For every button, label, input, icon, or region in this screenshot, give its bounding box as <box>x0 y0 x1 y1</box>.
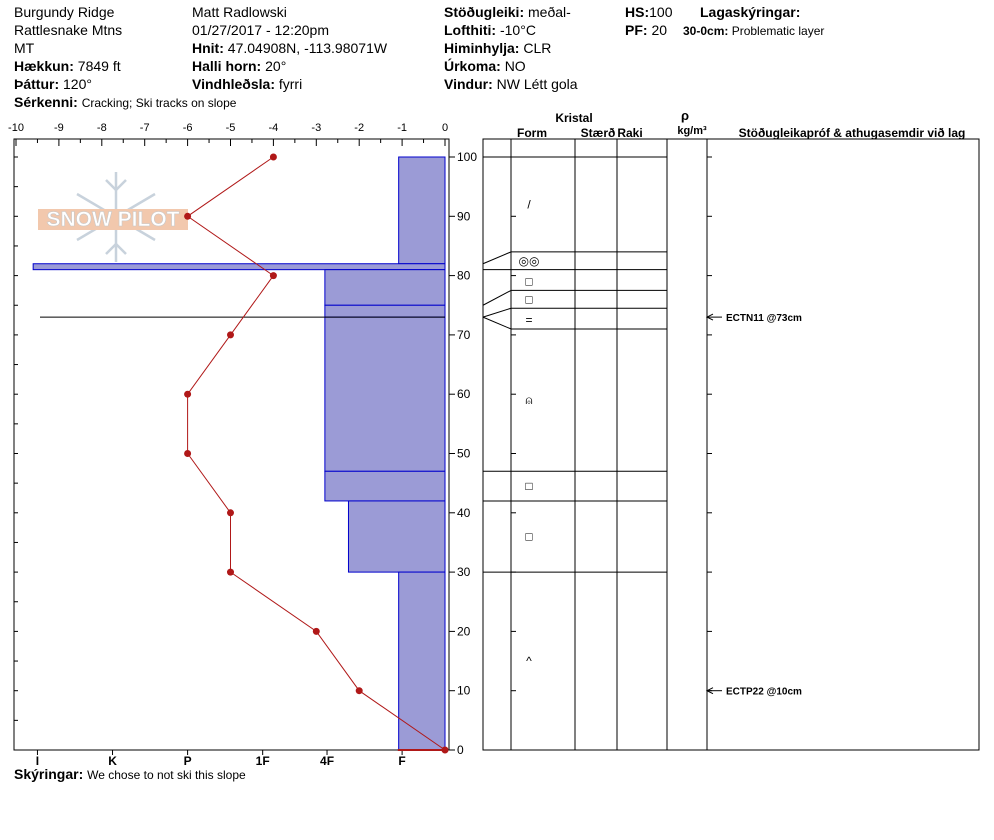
hardness-layer-bar <box>325 270 445 306</box>
coords-value: 47.04908N, -113.98071W <box>227 40 388 56</box>
air-temp-label: Lofthiti: <box>444 22 497 38</box>
hardness-tick-label: F <box>398 754 406 768</box>
layer-note-text: Problematic layer <box>731 24 825 38</box>
depth-tick-label: 40 <box>457 505 471 520</box>
temp-tick-label: -8 <box>96 122 107 134</box>
hs-label: HS: <box>625 4 650 20</box>
temperature-point <box>184 213 191 220</box>
temperature-point <box>356 687 363 694</box>
elevation-value: 7849 ft <box>77 58 121 74</box>
temperature-point <box>184 450 191 457</box>
crystal-form-symbol: □ <box>525 479 533 494</box>
stability-test-label: ECTP22 @10cm <box>726 686 802 698</box>
temp-tick-label: -6 <box>182 122 193 134</box>
crystal-form-symbol: □ <box>525 274 533 289</box>
slope-value: 20° <box>265 58 287 74</box>
precip-label: Úrkoma: <box>444 58 501 74</box>
mountain-range: Rattlesnake Mtns <box>14 22 123 38</box>
stability-label: Stöðugleiki: <box>444 4 525 20</box>
layer-notes-label: Lagaskýringar: <box>700 4 801 20</box>
wind-loading-value: fyrri <box>278 76 303 92</box>
temperature-point <box>227 569 234 576</box>
footer-notes-label: Skýringar: <box>14 766 84 782</box>
pf-value: 20 <box>651 22 668 38</box>
temperature-point <box>227 509 234 516</box>
depth-tick-label: 60 <box>457 387 471 402</box>
temperature-point <box>270 154 277 161</box>
right-panel-frame <box>483 139 979 750</box>
pf-label: PF: <box>625 22 648 38</box>
temperature-point <box>313 628 320 635</box>
crystal-header: Kristal <box>555 111 593 125</box>
depth-tick-label: 30 <box>457 565 471 580</box>
layer-connector <box>483 308 511 317</box>
observation-datetime: 01/27/2017 - 12:20pm <box>192 22 329 38</box>
layer-connector <box>483 252 511 264</box>
crystal-form-symbol: ⍝ <box>525 393 533 408</box>
hardness-tick-label: I <box>35 754 40 768</box>
crystal-form-symbol: ^ <box>526 654 532 669</box>
temperature-point <box>184 391 191 398</box>
depth-tick-label: 80 <box>457 268 471 283</box>
temp-tick-label: -3 <box>311 122 322 134</box>
crystal-form-symbol: □ <box>525 529 533 544</box>
temp-tick-label: -1 <box>397 122 407 134</box>
hardness-tick-label: P <box>183 754 192 768</box>
depth-tick-label: 90 <box>457 209 471 224</box>
sky-label: Himinhylja: <box>444 40 520 56</box>
form-header: Form <box>517 126 547 140</box>
stability-test-label: ECTN11 @73cm <box>726 313 802 325</box>
hs-value: 100 <box>649 4 673 20</box>
wind-label: Vindur: <box>444 76 493 92</box>
depth-tick-label: 70 <box>457 327 471 342</box>
crystal-tests-panel <box>483 108 979 750</box>
wind-value: NW Létt gola <box>496 76 578 92</box>
wind-loading-label: Vindhleðsla: <box>192 76 275 92</box>
hardness-tick-label: K <box>108 754 117 768</box>
depth-tick-label: 100 <box>457 150 478 164</box>
moisture-header: Raki <box>617 126 643 140</box>
watermark-text: SNOW PILOT <box>46 208 180 231</box>
coords-label: Hnit: <box>192 40 224 56</box>
tests-header: Stöðugleikapróf & athugasemdir við lag <box>738 126 966 140</box>
footer-notes-value: We chose to not ski this slope <box>87 768 246 782</box>
features-value: Cracking; Ski tracks on slope <box>81 96 237 110</box>
sky-value: CLR <box>523 40 552 56</box>
hardness-layer-bar <box>348 501 445 572</box>
temp-tick-label: -10 <box>8 122 24 134</box>
temp-tick-label: -2 <box>354 122 365 134</box>
location-name: Burgundy Ridge <box>14 4 115 20</box>
hardness-layer-bar <box>325 471 445 501</box>
rho-header: ρ <box>680 108 690 123</box>
stability-value: meðal- <box>528 4 571 20</box>
aspect-value: 120° <box>63 76 92 92</box>
snowpilot-watermark <box>38 172 188 262</box>
hardness-layer-bar <box>399 157 445 264</box>
aspect-label: Þáttur: <box>14 76 60 92</box>
hardness-layer-bar <box>33 264 445 270</box>
temperature-point <box>227 331 234 338</box>
depth-tick-label: 20 <box>457 624 471 639</box>
crystal-form-symbol: □ <box>525 292 533 307</box>
layer-connector <box>483 317 511 329</box>
depth-tick-label: 50 <box>457 446 471 461</box>
crystal-form-symbol: = <box>525 313 533 328</box>
state: MT <box>14 40 35 56</box>
crystal-form-symbol: ◎◎ <box>518 253 540 268</box>
depth-tick-label: 10 <box>457 683 471 698</box>
observer: Matt Radlowski <box>192 4 287 20</box>
layer-connector <box>483 290 511 305</box>
crystal-form-symbol: / <box>527 197 531 212</box>
layer-note-depth: 30-0cm: <box>683 24 729 38</box>
temp-tick-label: -7 <box>139 122 150 134</box>
hardness-tick-label: 1F <box>255 754 270 768</box>
hardness-tick-label: 4F <box>320 754 335 768</box>
temp-tick-label: -4 <box>268 122 279 134</box>
elevation-label: Hækkun: <box>14 58 74 74</box>
features-label: Sérkenni: <box>14 94 78 110</box>
depth-tick-label: 0 <box>457 743 464 757</box>
temp-tick-label: -5 <box>225 122 236 134</box>
air-temp-value: -10°C <box>499 22 536 38</box>
density-header: kg/m³ <box>677 125 707 137</box>
hardness-layer-bar <box>325 305 445 317</box>
temp-tick-label: 0 <box>441 122 449 134</box>
slope-label: Halli horn: <box>192 58 262 74</box>
hardness-layer-bar <box>325 317 445 471</box>
size-header: Stærð <box>580 126 616 140</box>
temp-tick-label: -9 <box>54 122 64 134</box>
temperature-point <box>270 272 277 279</box>
precip-value: NO <box>504 58 526 74</box>
